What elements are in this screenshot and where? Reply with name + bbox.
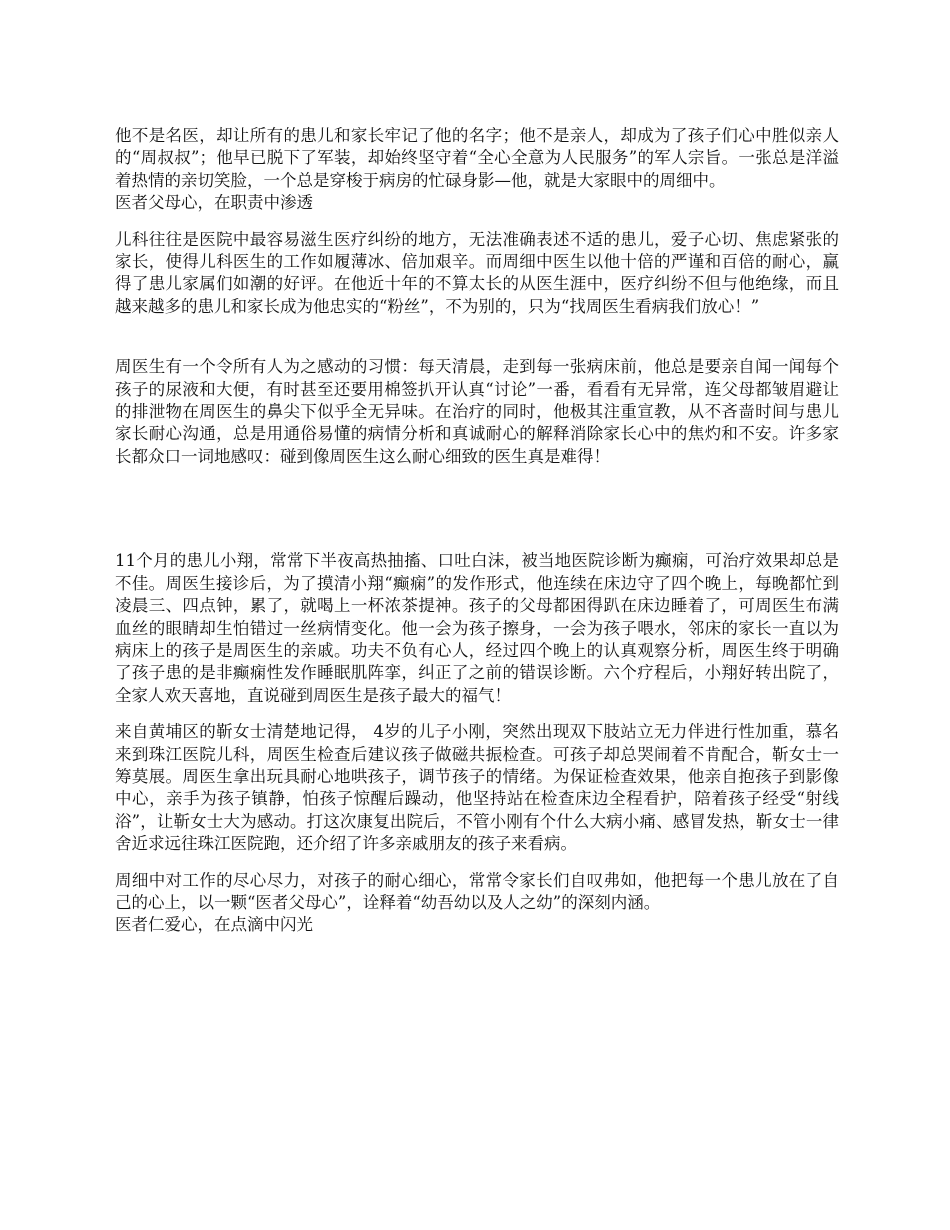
document-page <box>115 125 839 937</box>
patient-xiaoxiang-paragraph: 11个月的患儿小翔，常常下半夜高热抽搐、口吐白沫，被当地医院诊断为癫痫，可治疗效果却总是不佳。周医生接诊后，为了摸清小翔“癫痫”的发作形式，他连续在床边守了四个晚上，每晚都忙到凌晨三、四点钟，累了，就喝上一杯浓茶提神。孩子的父母都困得趴在床边睡着了，可周医生布满血丝的眼睛却生怕错过一丝病情变化。他一会为孩子擦身，一会为孩子喂水，邻床的家长一直以为病床上的孩子是周医生的亲戚。功夫不负有心人，经过四个晚上的认真观察分析，周医生终于明确了孩子患的是非癫痫性发作睡眠肌阵挛，纠正了之前的错误诊断。六个疗程后，小翔好转出院了，全家人欢天喜地，直说碰到周医生是孩子最大的福气！ <box>115 551 839 705</box>
intro-paragraph: 他不是名医，却让所有的患儿和家长牢记了他的名字；他不是亲人，却成为了孩子们心中胜似亲人的“周叔叔”；他早已脱下了军装，却始终坚守着“全心全意为人民服务”的军人宗旨。一张总是洋溢着热情的亲切笑脸，一个总是穿梭于病房的忙碌身影—他，就是大家眼中的周细中。 <box>115 126 839 190</box>
section-heading: 医者父母心，在职责中渗透 <box>115 193 313 213</box>
patient-xiaogang-paragraph: 来自黄埔区的靳女士清楚地记得， 4岁的儿子小刚，突然出现双下肢站立无力伴进行性加重，慕名来到珠江医院儿科，周医生检查后建议孩子做磁共振检查。可孩子却总哭闹着不肯配合，靳女士一筹莫展。周医生拿出玩具耐心地哄孩子，调节孩子的情绪。为保证检查效果，他亲自抱孩子到影像中心，亲手为孩子镇静，怕孩子惊醒后躁动，他坚持站在检查床边全程看护，陪着孩子经受“射线浴”，让靳女士大为感动。打这次康复出院后，不管小刚有个什么大病小痛、感冒发热，靳女士一律舍近求远往珠江医院跑，还介绍了许多亲戚朋友的孩子来看病。 <box>115 722 839 854</box>
habit-paragraph: 周医生有一个令所有人为之感动的习惯：每天清晨，走到每一张病床前，他总是要亲自闻一闻每个孩子的尿液和大便，有时甚至还要用棉签扒开认真“讨论”一番，看看有无异常，连父母都皱眉避让的排泄物在周医生的鼻尖下似乎全无异味。在治疗的同时，他极其注重宣教，从不吝啬时间与患儿家长耐心沟通，总是用通俗易懂的病情分析和真诚耐心的解释消除家长心中的焦灼和不安。许多家长都众口一词地感叹：碰到像周医生这么耐心细致的医生真是难得！ <box>115 357 839 466</box>
section-heading: 医者仁爱心，在点滴中闪光 <box>115 915 313 935</box>
pediatrics-paragraph: 儿科往往是医院中最容易滋生医疗纠纷的地方，无法准确表述不适的患儿，爱子心切、焦虑紧张的家长，使得儿科医生的工作如履薄冰、倍加艰辛。而周细中医生以他十倍的严谨和百倍的耐心，赢得了患儿家属们如潮的好评。在他近十年的不算太长的从医生涯中，医疗纠纷不但与他绝缘，而且越来越多的患儿和家长成为他忠实的“粉丝”，不为别的，只为“找周医生看病我们放心！” <box>115 229 839 316</box>
summary-paragraph: 周细中对工作的尽心尽力，对孩子的耐心细心，常常令家长们自叹弗如，他把每一个患儿放在了自己的心上，以一颗“医者父母心”，诠释着“幼吾幼以及人之幼”的深刻内涵。 <box>115 870 839 912</box>
